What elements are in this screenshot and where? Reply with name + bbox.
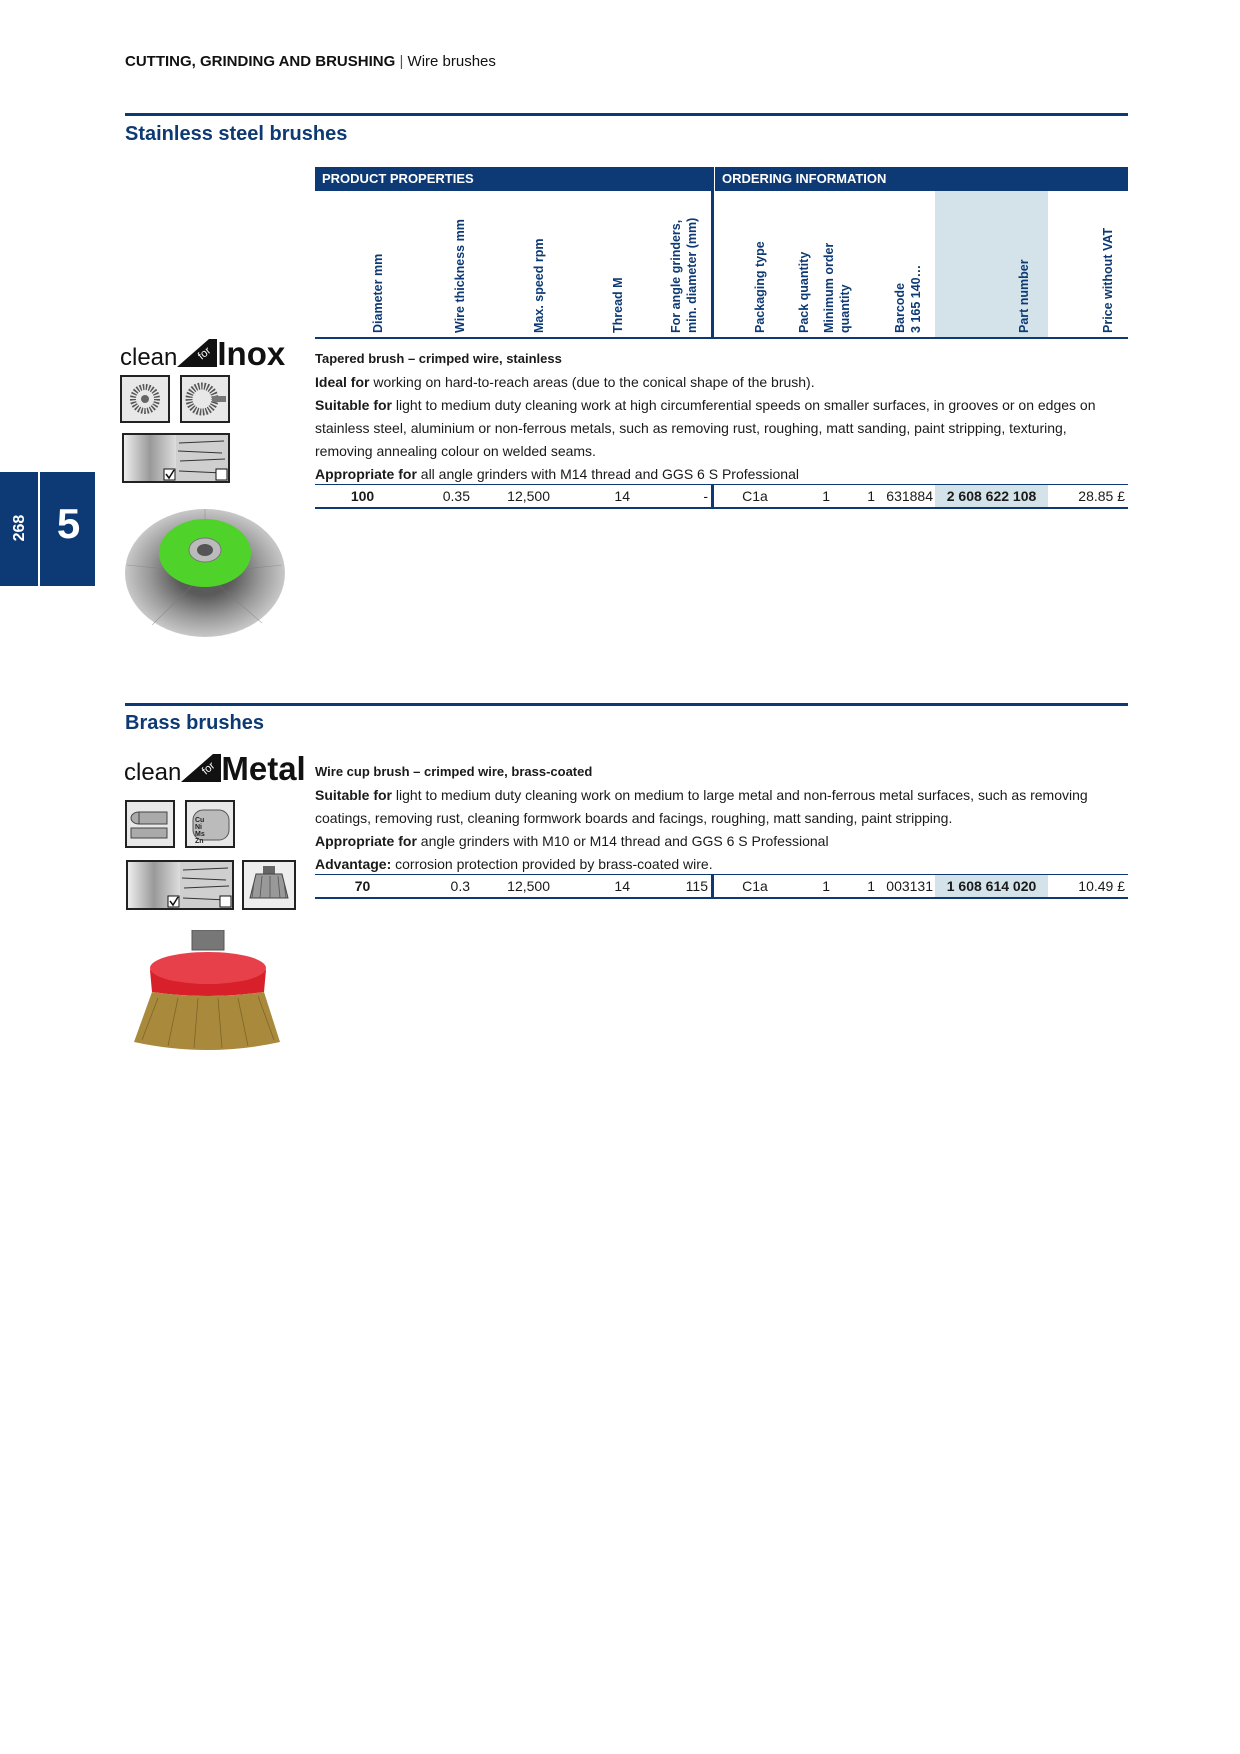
element-zn: Zn: [195, 838, 204, 845]
svg-text:for: for: [200, 759, 218, 778]
element-ms: Ms: [195, 831, 205, 838]
desc-appropriate-for: Appropriate for angle grinders with M10 or M14 thread and GGS 6 S Professional: [315, 833, 829, 849]
cup-brush-image: [128, 930, 288, 1063]
group-separator: [711, 485, 714, 507]
cup-brush-icon: [242, 860, 296, 910]
col-packaging-type: Packaging type: [753, 241, 767, 333]
section-rule-brass: [125, 703, 1128, 706]
breadcrumb-category: CUTTING, GRINDING AND BRUSHING: [125, 53, 396, 70]
brush-tapered-icon: [120, 375, 170, 423]
group-separator: [711, 875, 714, 897]
for-wedge-icon: [181, 754, 221, 782]
breadcrumb-separator: |: [399, 53, 404, 70]
product-subtitle: Wire cup brush – crimped wire, brass-coated: [315, 764, 593, 779]
clean-for-inox-logo: clean for Inox: [120, 335, 286, 372]
col-wire-thickness: Wire thickness mm: [453, 219, 467, 333]
description-stainless: [315, 347, 1128, 486]
section-title-brass: Brass brushes: [125, 712, 264, 734]
header-bottom-rule: [315, 337, 1128, 339]
section-rule-stainless: [125, 113, 1128, 116]
material-inox-icon: [122, 433, 230, 483]
side-tab-divider: [38, 472, 40, 586]
desc-suitable-for: Suitable for light to medium duty cleaning work at high circumferential speeds on smaller surfaces, in grooves or on edges on stainless steel, aluminium or non-ferrous metals, such as removing rust, roughing, matt sanding, paint stripping, texturing, removing annealing colour on welded seams.: [315, 397, 1096, 459]
col-max-speed: Max. speed rpm: [532, 238, 546, 333]
element-cu: Cu: [195, 817, 205, 824]
header-product-properties: PRODUCT PROPERTIES: [315, 167, 712, 191]
non-ferrous-metals-icon: [185, 800, 235, 848]
desc-suitable-for: Suitable for light to medium duty cleaning work on medium to large metal and non-ferrous metal surfaces, such as removing coatings, removing rust, cleaning formwork boards and facings, roughing, matt sanding, paint stripping.: [315, 787, 1088, 826]
for-wedge-icon: [177, 339, 217, 367]
row-bottom-rule: [315, 897, 1128, 899]
col-part-number: Part number: [935, 191, 1048, 337]
col-diameter: Diameter mm: [371, 253, 385, 333]
col-thread: Thread M: [611, 277, 625, 333]
product-subtitle: Tapered brush – crimped wire, stainless: [315, 351, 562, 366]
breadcrumb-subcategory: Wire brushes: [407, 53, 496, 70]
clean-for-metal-logo: clean for Metal: [124, 750, 306, 787]
col-min-order: Minimum order quantity: [822, 242, 852, 333]
desc-ideal-for: Ideal for working on hard-to-reach areas (due to the conical shape of the brush).: [315, 374, 815, 390]
tapered-brush-image: [122, 495, 288, 645]
chapter-side-tab: [0, 472, 95, 586]
page-number: 268: [11, 514, 28, 542]
part-number: 2 608 622 108: [935, 485, 1048, 507]
breadcrumb: [125, 53, 496, 70]
header-ordering-information: ORDERING INFORMATION: [715, 167, 1128, 191]
section-title-stainless: Stainless steel brushes: [125, 123, 348, 145]
svg-text:for: for: [196, 344, 214, 363]
description-brass: [315, 760, 1128, 876]
table-row: 70 0.3 12,500 14 115 C1a 1 1 003131 1 608 614 020 10.49 £: [315, 875, 1128, 897]
chapter-number: 5: [56, 500, 81, 547]
desc-advantage: Advantage: corrosion protection provided by brass-coated wire.: [315, 856, 713, 872]
element-ni: Ni: [195, 824, 202, 831]
row-bottom-rule: [315, 507, 1128, 509]
desc-appropriate-for: Appropriate for all angle grinders with M14 thread and GGS 6 S Professional: [315, 466, 799, 482]
col-angle-grinders: For angle grinders, min. diameter (mm): [669, 217, 699, 333]
material-metal-icon: [126, 860, 234, 910]
table-row: 100 0.35 12,500 14 - C1a 1 1 631884 2 608 622 108 28.85 £: [315, 485, 1128, 507]
part-number: 1 608 614 020: [935, 875, 1048, 897]
col-pack-quantity: Pack quantity: [797, 251, 811, 333]
brush-side-icon: [180, 375, 230, 423]
col-price: Price without VAT: [1101, 227, 1115, 333]
group-separator: [711, 167, 714, 337]
metal-profiles-icon: [125, 800, 175, 848]
col-barcode: Barcode 3 165 140…: [893, 264, 923, 333]
